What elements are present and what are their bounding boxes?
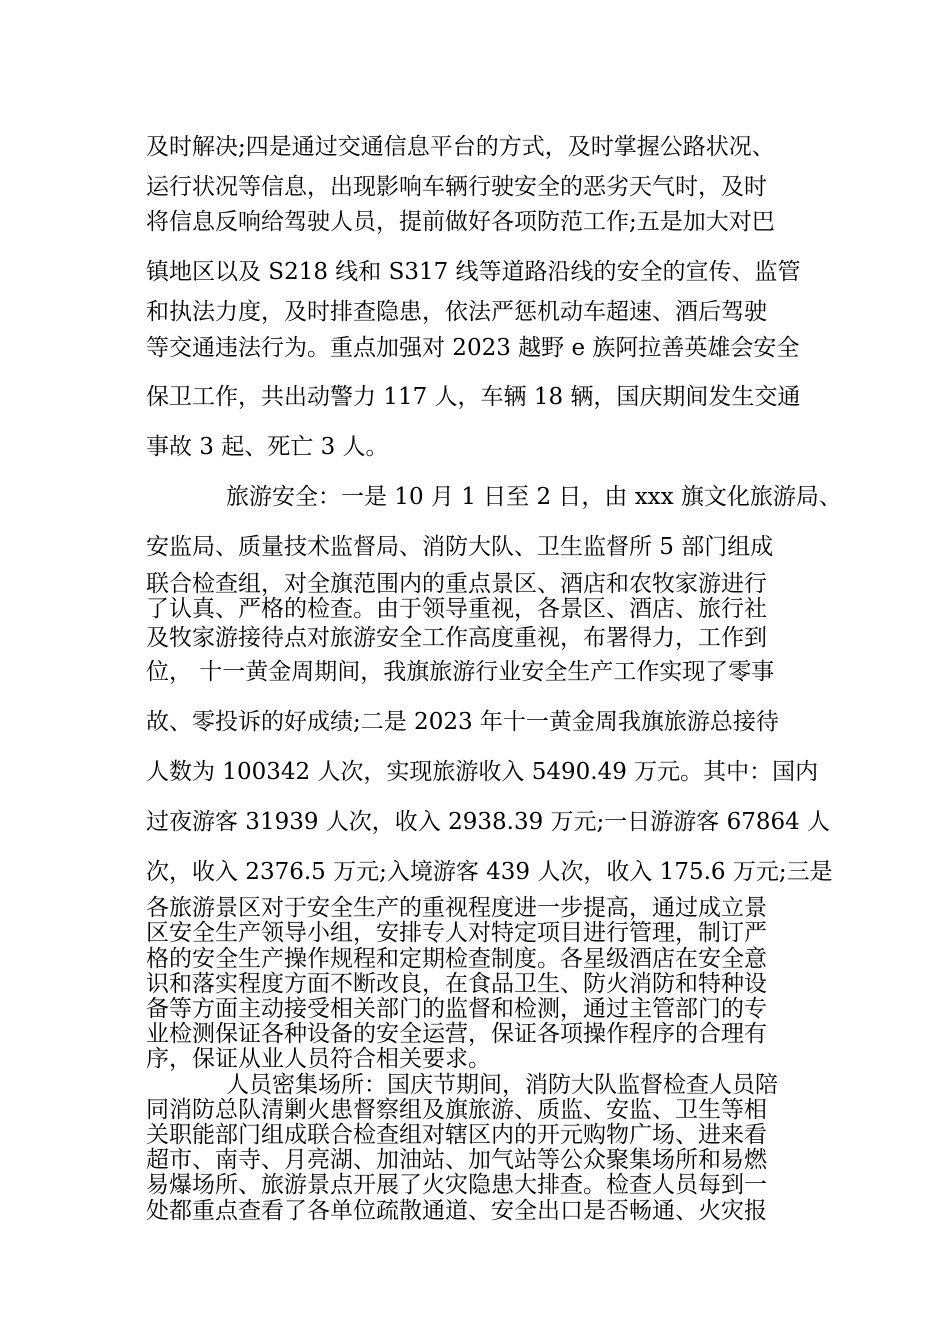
- text-line: 业检测保证各种设备的安全运营，保证各项操作程序的合理有: [146, 1021, 767, 1047]
- text-line: 过夜游客 31939 人次，收入 2938.39 万元;一日游游客 67864 人: [146, 809, 831, 835]
- text-line: 将信息反响给驾驶人员，提前做好各项防范工作;五是加大对巴: [146, 209, 775, 235]
- text-line: 了认真、严格的检查。由于领导重视，各景区、酒店、旅行社: [146, 596, 767, 622]
- text-line: 关职能部门组成联合检查组对辖区内的开元购物广场、进来看: [146, 1122, 767, 1148]
- text-line: 备等方面主动接受相关部门的监督和检测，通过主管部门的专: [146, 996, 767, 1022]
- text-line: 序，保证从业人员符合相关要求。: [146, 1046, 491, 1072]
- text-line: 旅游安全：一是 10 月 1 日至 2 日，由 xxx 旗文化旅游局、: [226, 484, 842, 510]
- text-line: 易爆场所、旅游景点开展了火灾隐患大排查。检查人员每到一: [146, 1172, 767, 1198]
- text-line: 处都重点查看了各单位疏散通道、安全出口是否畅通、火灾报: [146, 1198, 767, 1224]
- text-line: 及时解决;四是通过交通信息平台的方式，及时掌握公路状况、: [146, 134, 775, 160]
- text-line: 超市、南寺、月亮湖、加油站、加气站等公众聚集场所和易燃: [146, 1147, 767, 1173]
- text-line: 及牧家游接待点对旅游安全工作高度重视，布署得力，工作到: [146, 625, 767, 651]
- text-line: 位， 十一黄金周期间，我旗旅游行业安全生产工作实现了零事: [146, 659, 775, 685]
- text-line: 联合检查组，对全旗范围内的重点景区、酒店和农牧家游进行: [146, 571, 767, 597]
- text-line: 故、零投诉的好成绩;二是 2023 年十一黄金周我旗旅游总接待: [146, 709, 779, 735]
- text-line: 事故 3 起、死亡 3 人。: [146, 434, 389, 460]
- text-line: 安监局、质量技术监督局、消防大队、卫生监督所 5 部门组成: [146, 534, 774, 560]
- text-line: 格的安全生产操作规程和定期检查制度。各星级酒店在安全意: [146, 946, 767, 972]
- text-line: 镇地区以及 S218 线和 S317 线等道路沿线的安全的宣传、监管: [146, 259, 801, 285]
- text-line: 各旅游景区对于安全生产的重视程度进一步提高，通过成立景: [146, 895, 767, 921]
- text-line: 人数为 100342 人次，实现旅游收入 5490.49 万元。其中：国内: [146, 759, 819, 785]
- text-line: 识和落实程度方面不断改良，在食品卫生、防火消防和特种设: [146, 971, 767, 997]
- text-line: 人员密集场所：国庆节期间，消防大队监督检查人员陪: [226, 1072, 778, 1098]
- text-line: 保卫工作，共出动警力 117 人，车辆 18 辆，国庆期间发生交通: [146, 384, 801, 410]
- text-line: 等交通违法行为。重点加强对 2023 越野 e 族阿拉善英雄会安全: [146, 335, 800, 361]
- text-line: 次，收入 2376.5 万元;入境游客 439 人次，收入 175.6 万元;三是: [146, 859, 833, 885]
- text-line: 和执法力度，及时排查隐患，依法严惩机动车超速、酒后驾驶: [146, 299, 767, 325]
- text-line: 同消防总队清剿火患督察组及旗旅游、质监、安监、卫生等相: [146, 1097, 767, 1123]
- text-line: 区安全生产领导小组，安排专人对特定项目进行管理，制订严: [146, 920, 767, 946]
- text-line: 运行状况等信息，出现影响车辆行驶安全的恶劣天气时，及时: [146, 174, 767, 200]
